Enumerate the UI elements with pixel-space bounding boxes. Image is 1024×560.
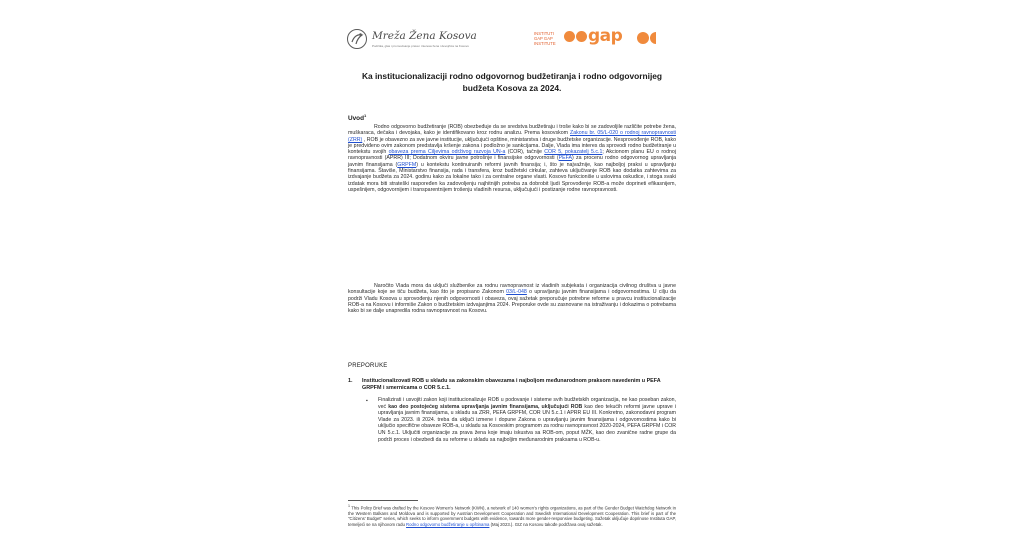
law-zrr-link[interactable]: Zakonu br. 05/L-020 o rodnoj ravnopravnosti (ZRR) — [348, 130, 676, 143]
gap-report-link[interactable]: Rodno odgovorno budžetiranje u opštinama — [406, 521, 490, 527]
recommendation-bullet-text: Finalizirati i usvojiti zakon koji institucionalizuje ROB u podovanje i sisteme svih budžetskih organizacija, ne kao poseban zakon, već kao deo postojećeg sistema upravljanja javnim finansijama, uključujući ROB kao deo tekućih reformi javne uprave i upravljanja javnim finansijama, u skladu sa ZRR, PEFA GRPFM, COR UN 5.c.1 i APRR EU III. Konkretno, zakonodavni program Vlade za 2023. ili 2024. treba da uključi izmene i dopune Zakona o upravljanju javnim finansijama i odgovornostima kako bi uključio specifične obaveze ROB-a, u skladu sa Kosovskim programom za rodnu ravnopravnost 2020-2024, PEFA GRPFM i COR UN 5.c.1. Uključiti organizacije za prava žena koje imaju iskustva sa ROB-om, poput MŽK, kao deo zvanične radne grupe da podrži proces i obezbedi da su reforme u skladu sa najboljim međunarodnim praksama u ROB-u. — [378, 397, 677, 443]
recommendation-number: 1. — [348, 378, 353, 384]
document-page — [332, 0, 692, 560]
intro-paragraph-1: Rodno odgovorno budžetiranje (ROB) obezbeđuje da se sredstva budžetiraju i troše kako bi se zadovoljile različite potrebe žena, muškaraca, dečaka i devojaka, kako je identifikovano kroz rodnu analizu. Prema kosovskom Zakonu br. 05/L-020 o rodnoj ravnopravnosti (ZRR) , ROB je obavezno za sve javne institucije, uključujući opštine, ministarstva i druge budžetske organizacije. Nesprovođenje ROB, kako je predviđeno ovim zakonom predstavlja kršenje zakona i podložno je sankcijama. Dalje, Vlada ima interes da sprovodi rodno budžetiranje u kontekstu svojih obaveza prema Ciljevima održivog razvoja UN-a (COR), tačnije COR 5, pokazatelj 5.c.1; Akcionom planu EU o rodnoj ravnopravnosti (APRR) III; Dodatnom okviru javne potrošnje i finansijske odgovornosti (PEFA) za procenu rodno odgovornog upravljanja javnim finansijama (GRPFM) u kontekstu kontinuiranih reformi javnih finansija; i, što je najvažnije, kao najboljoj praksi u upravljanju finansijama. Štaviše, Ministarstvo finansija, rada i transfera, kroz budžetski cirkular, zahteva uključivanje ROB kao dodatka zahtevima za izdvajanje budžeta za 2024. godinu kako za lokalne tako i za centralne organe vlasti. Kosovo funkcioniše u uslovima oskudice, i stoga svaki izdatak mora biti strateški raspoređen ka zadovoljenju najhitnijih potreba za dobrobit ljudi Sprovođenje ROB-a može doprineti efikasnijem, uspešnijem, odgovornijem i transparentnijem trošenju vladinih resursa, uključujući i postizanje rodne ravnopravnosti. — [348, 124, 676, 193]
footnote-reference: 1 — [363, 113, 367, 118]
recommendations-heading: PREPORUKE — [348, 363, 388, 369]
footnote-divider — [348, 500, 418, 501]
kwn-logo-tagline: Podrška, glas i promovisanje prava i interesa žena i devojčica na Kosovu — [372, 44, 469, 48]
grpfm-link[interactable]: GRPFM — [397, 161, 417, 168]
intro-heading: Uvod$^1$ — [348, 113, 367, 123]
recommendation-title: Institucionalizovati ROB u skladu sa zakonskim obavezama i najboljom međunarodnom praksom navedenim u PEFA GRPFM i smernicama o COR 5.c.1. — [362, 378, 661, 391]
document-title: Ka institucionalizaciji rodno odgovornog budžetiranja i rodno odgovornijeg budžeta Kosova za 2024. — [361, 71, 663, 93]
law-03-l-048-link[interactable]: 03/L-048 — [506, 289, 527, 296]
bullet-icon: ▪ — [366, 398, 368, 404]
pefa-link[interactable]: PEFA — [558, 155, 572, 162]
intro-paragraph-2: Naročito Vlada mora da uključi službenike za rodnu ravnopravnost iz vladinih subjekata i organizacija civilnog društva u javne konsultacije koje se tiču budžeta, kao što je propisano Zakonom 03/L-048 o upravljanju javnim finansijama i odgovornostima. U cilju da podrži Vladu Kosova u sprovođenju njenih odgovornosti i obaveza, ovaj sažetak preporučuje potrebne reforme u pravcu institucionalizacije ROB-a na Kosovu i informiše Zakon o budžetskim izdvajanjima 2024. Preporuke ovde su zasnovane na istraživanju i dokazima o potrebama kako bi se dalje unapredila rodna ravnopravnost na Kosovu. — [348, 283, 676, 315]
sdg5-indicator-link[interactable]: COR 5, pokazatelj 5.c.1 — [544, 149, 603, 156]
sdg-obligations-link[interactable]: obaveza prema Ciljevima održivog razvoja UN-a — [388, 149, 506, 156]
kwn-emblem-icon — [346, 28, 368, 50]
gap-dots-icon — [636, 31, 666, 45]
footnote: $^1$ This Policy Brief was drafted by the Kosovo Women's Network (KWN), a network of 140 women's rights organizations, as part of the Gender Budget Watchdog Network in the Western Balkans and Moldova and is supported by Austrian Development Cooperation and Swedish International Development Cooperation. This brief is part of the "Citizens' Budget" series, which seeks to inform government budgets with evidence, towards more gender-responsive budgeting. Sažetak uključuje doprinose Instituta GAP, temeljeći se na njihovom radu Rodno odgovorno budžetiranje u opštinama (Maj 2023.). GIZ na Kosovu takođe podržava ovaj sažetak. — [348, 504, 676, 527]
gap-logo — [534, 28, 684, 50]
kwn-logo — [346, 28, 496, 50]
gap-logo-word: gap — [564, 26, 622, 46]
kwn-logo-name: Mreža Žena Kosova — [372, 30, 477, 42]
gap-logo-institute: INSTITUTI GAP GAP INSTITUTE — [534, 31, 556, 46]
